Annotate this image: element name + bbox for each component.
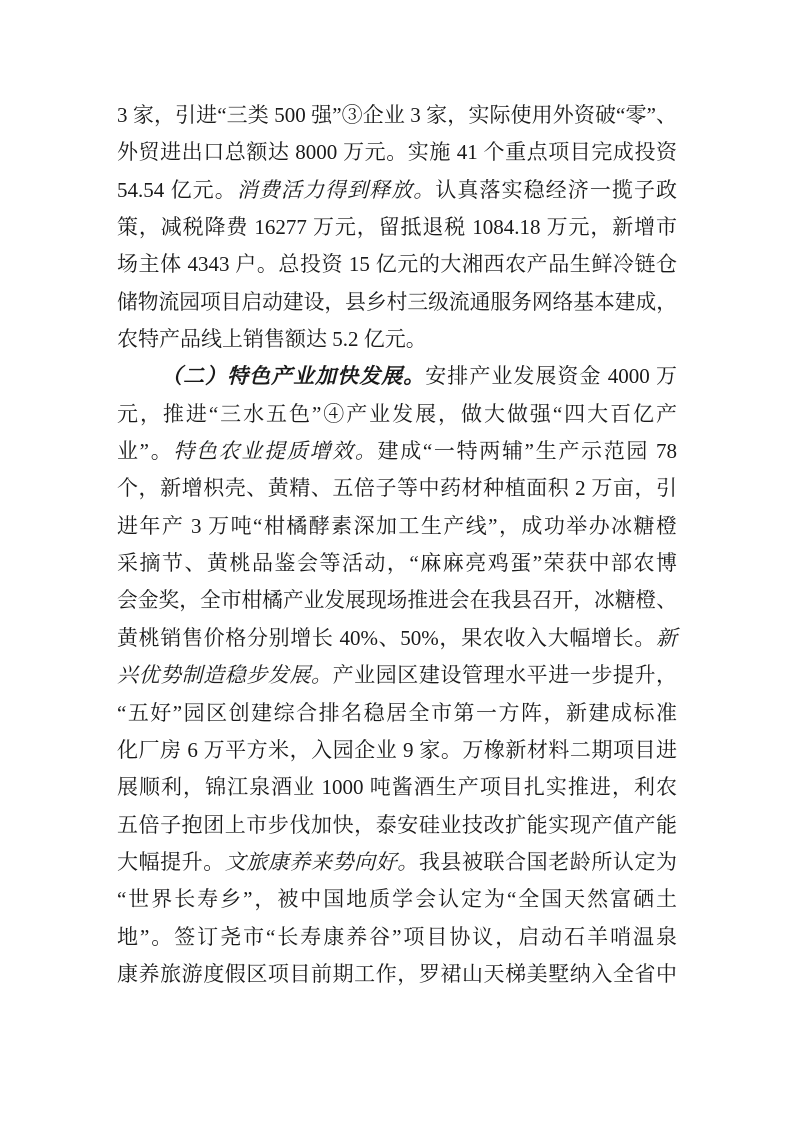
body-text: 采摘节、黄桃品鉴会等活动，“麻麻亮鸡蛋”荣获中部农博	[117, 551, 677, 576]
body-text: 策，减税降费 16277 万元，留抵退税 1084.18 万元，新增市	[117, 215, 677, 240]
body-text: 安排产业发展资金 4000 万	[425, 364, 678, 389]
emphasis-text: 文旅康养来势向好。	[224, 849, 419, 874]
text-line	[117, 844, 677, 881]
body-text: 会金奖，全市柑橘产业发展现场推进会在我县召开，冰糖橙、	[117, 588, 677, 613]
text-line	[117, 209, 677, 246]
emphasis-text: 兴优势制造稳步发展。	[117, 663, 333, 688]
text-line	[117, 321, 677, 358]
body-text: 进年产 3 万吨“柑橘酵素深加工生产线”，成功举办冰糖橙	[117, 513, 677, 538]
body-text: 元，推进“三水五色”④产业发展，做大做强“四大百亿产	[117, 401, 677, 426]
emphasis-text: 新	[656, 625, 677, 650]
text-line	[117, 358, 677, 395]
emphasis-text: 特色农业提质增效。	[173, 439, 378, 464]
body-text: 五倍子抱团上市步伐加快，泰安硅业技改扩能实现产值产能	[117, 812, 677, 837]
section-heading: （二）特色产业加快发展。	[161, 364, 426, 389]
body-text: “世界长寿乡”，被中国地质学会认定为“全国天然富硒土	[117, 887, 677, 912]
text-line	[117, 97, 677, 134]
text-line	[117, 732, 677, 769]
text-line	[117, 134, 677, 171]
text-line	[117, 956, 677, 993]
body-text: 个，新增枳壳、黄精、五倍子等中药材种植面积 2 万亩，引	[117, 476, 677, 501]
text-line	[117, 657, 677, 694]
body-text: 黄桃销售价格分别增长 40%、50%，果农收入大幅增长。	[117, 625, 656, 650]
body-text: 3 家，引进“三类 500 强”③企业 3 家，实际使用外资破“零”、	[117, 103, 677, 127]
body-text: 认真落实稳经济一揽子政	[435, 177, 678, 202]
text-line	[117, 807, 677, 844]
text-line	[117, 620, 677, 657]
text-line	[117, 769, 677, 806]
text-line	[117, 396, 677, 433]
body-text: 建成“一特两辅”生产示范园 78	[377, 439, 677, 464]
body-text: 化厂房 6 万平方米，入园企业 9 家。万橡新材料二期项目进	[117, 737, 677, 762]
body-text: 展顺利，锦江泉酒业 1000 吨酱酒生产项目扎实推进，利农	[117, 775, 677, 800]
body-text: 54.54 亿元。	[117, 177, 237, 202]
body-text: 储物流园项目启动建设，县乡村三级流通服务网络基本建成，	[117, 289, 677, 314]
body-text: 产业园区建设管理水平进一步提升，	[332, 663, 678, 688]
text-line	[117, 470, 677, 507]
body-text: 康养旅游度假区项目前期工作，罗裙山天梯美墅纳入全省中	[117, 961, 677, 986]
body-text: 场主体 4343 户。总投资 15 亿元的大湘西农产品生鲜冷链仓	[117, 252, 677, 277]
text-line	[117, 695, 677, 732]
body-text: 业”。	[117, 439, 174, 464]
text-line	[117, 172, 677, 209]
text-line	[117, 284, 677, 321]
body-text: 外贸进出口总额达 8000 万元。实施 41 个重点项目完成投资	[117, 140, 677, 165]
text-line	[117, 508, 677, 545]
text-line	[117, 881, 677, 918]
body-text: 农特产品线上销售额达 5.2 亿元。	[117, 327, 427, 352]
text-line	[117, 582, 677, 619]
emphasis-text: 消费活力得到释放。	[236, 177, 436, 202]
body-text: 我县被联合国老龄所认定为	[418, 849, 678, 874]
body-text: “五好”园区创建综合排名稳居全市第一方阵，新建成标准	[117, 700, 677, 725]
body-text: 大幅提升。	[117, 849, 225, 874]
text-line	[117, 545, 677, 582]
body-text: 地”。签订尧市“长寿康养谷”项目协议，启动石羊哨温泉	[117, 924, 677, 949]
text-line	[117, 433, 677, 470]
text-line	[117, 246, 677, 283]
report-text-block	[117, 97, 677, 993]
text-line	[117, 919, 677, 956]
